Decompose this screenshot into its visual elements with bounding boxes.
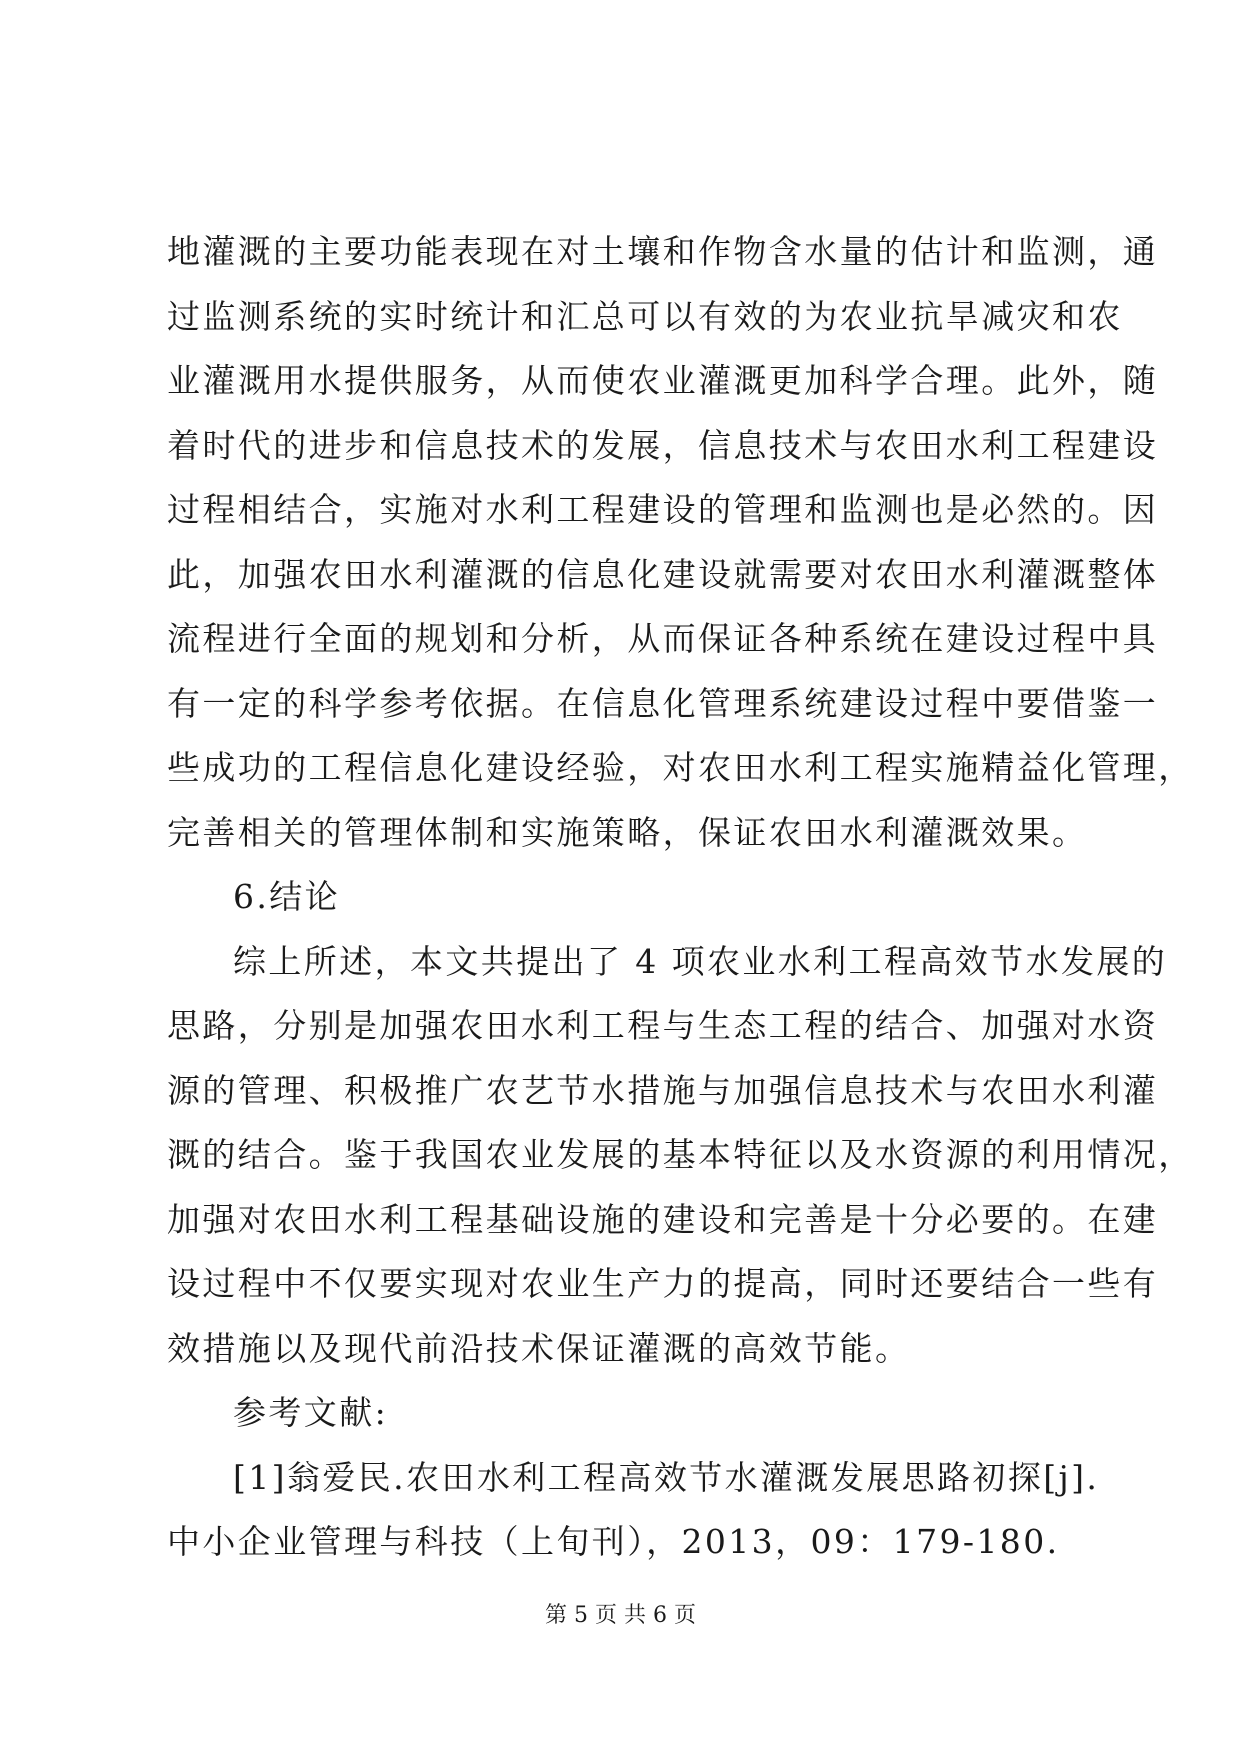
text-line: 完善相关的管理体制和实施策略，保证农田水利灌溉效果。: [167, 812, 1088, 852]
text-line: 溉的结合。鉴于我国农业发展的基本特征以及水资源的利用情况，: [167, 1135, 1194, 1174]
text-line: 地灌溉的主要功能表现在对土壤和作物含水量的估计和监测，通: [167, 232, 1159, 271]
text-line: 源的管理、积极推广农艺节水措施与加强信息技术与农田水利灌: [167, 1070, 1159, 1110]
text-line: 有一定的科学参考依据。在信息化管理系统建设过程中要借鉴一: [167, 683, 1159, 723]
page-number-footer: 第 5 页 共 6 页: [545, 1603, 696, 1628]
text-line: [1]翁爱民.农田水利工程高效节水灌溉发展思路初探[j].: [233, 1457, 1100, 1497]
text-line: 着时代的进步和信息技术的发展，信息技术与农田水利工程建设: [167, 425, 1159, 465]
reference-item: [167, 1446, 1100, 1575]
text-line: 业灌溉用水提供服务，从而使农业灌溉更加科学合理。此外，随: [167, 361, 1159, 400]
paragraph-conclusion: [167, 930, 1194, 1382]
text-line: 综上所述，本文共提出了 4 项农业水利工程高效节水发展的: [233, 941, 1168, 981]
page-body: [167, 220, 1194, 1575]
text-line: 此，加强农田水利灌溉的信息化建设就需要对农田水利灌溉整体: [167, 554, 1159, 594]
text-line: 中小企业管理与科技（上旬刊），2013，09：179-180.: [167, 1522, 1060, 1561]
paragraph-information-irrigation: [167, 220, 1194, 865]
text-line: 流程进行全面的规划和分析，从而保证各种系统在建设过程中具: [167, 619, 1159, 658]
text-line: 过程相结合，实施对水利工程建设的管理和监测也是必然的。因: [167, 490, 1159, 529]
text-line: 过监测系统的实时统计和汇总可以有效的为农业抗旱减灾和农: [167, 296, 1123, 336]
text-line: 效措施以及现代前沿技术保证灌溉的高效节能。: [167, 1328, 911, 1368]
text-line: 设过程中不仅要实现对农业生产力的提高，同时还要结合一些有: [167, 1264, 1159, 1303]
text-line: 些成功的工程信息化建设经验，对农田水利工程实施精益化管理，: [167, 748, 1194, 787]
references-heading: 参考文献:: [233, 1393, 389, 1432]
text-line: 加强对农田水利工程基础设施的建设和完善是十分必要的。在建: [167, 1199, 1159, 1239]
section-heading-conclusion: 6.结论: [233, 877, 341, 916]
text-line: 思路，分别是加强农田水利工程与生态工程的结合、加强对水资: [167, 1006, 1159, 1045]
